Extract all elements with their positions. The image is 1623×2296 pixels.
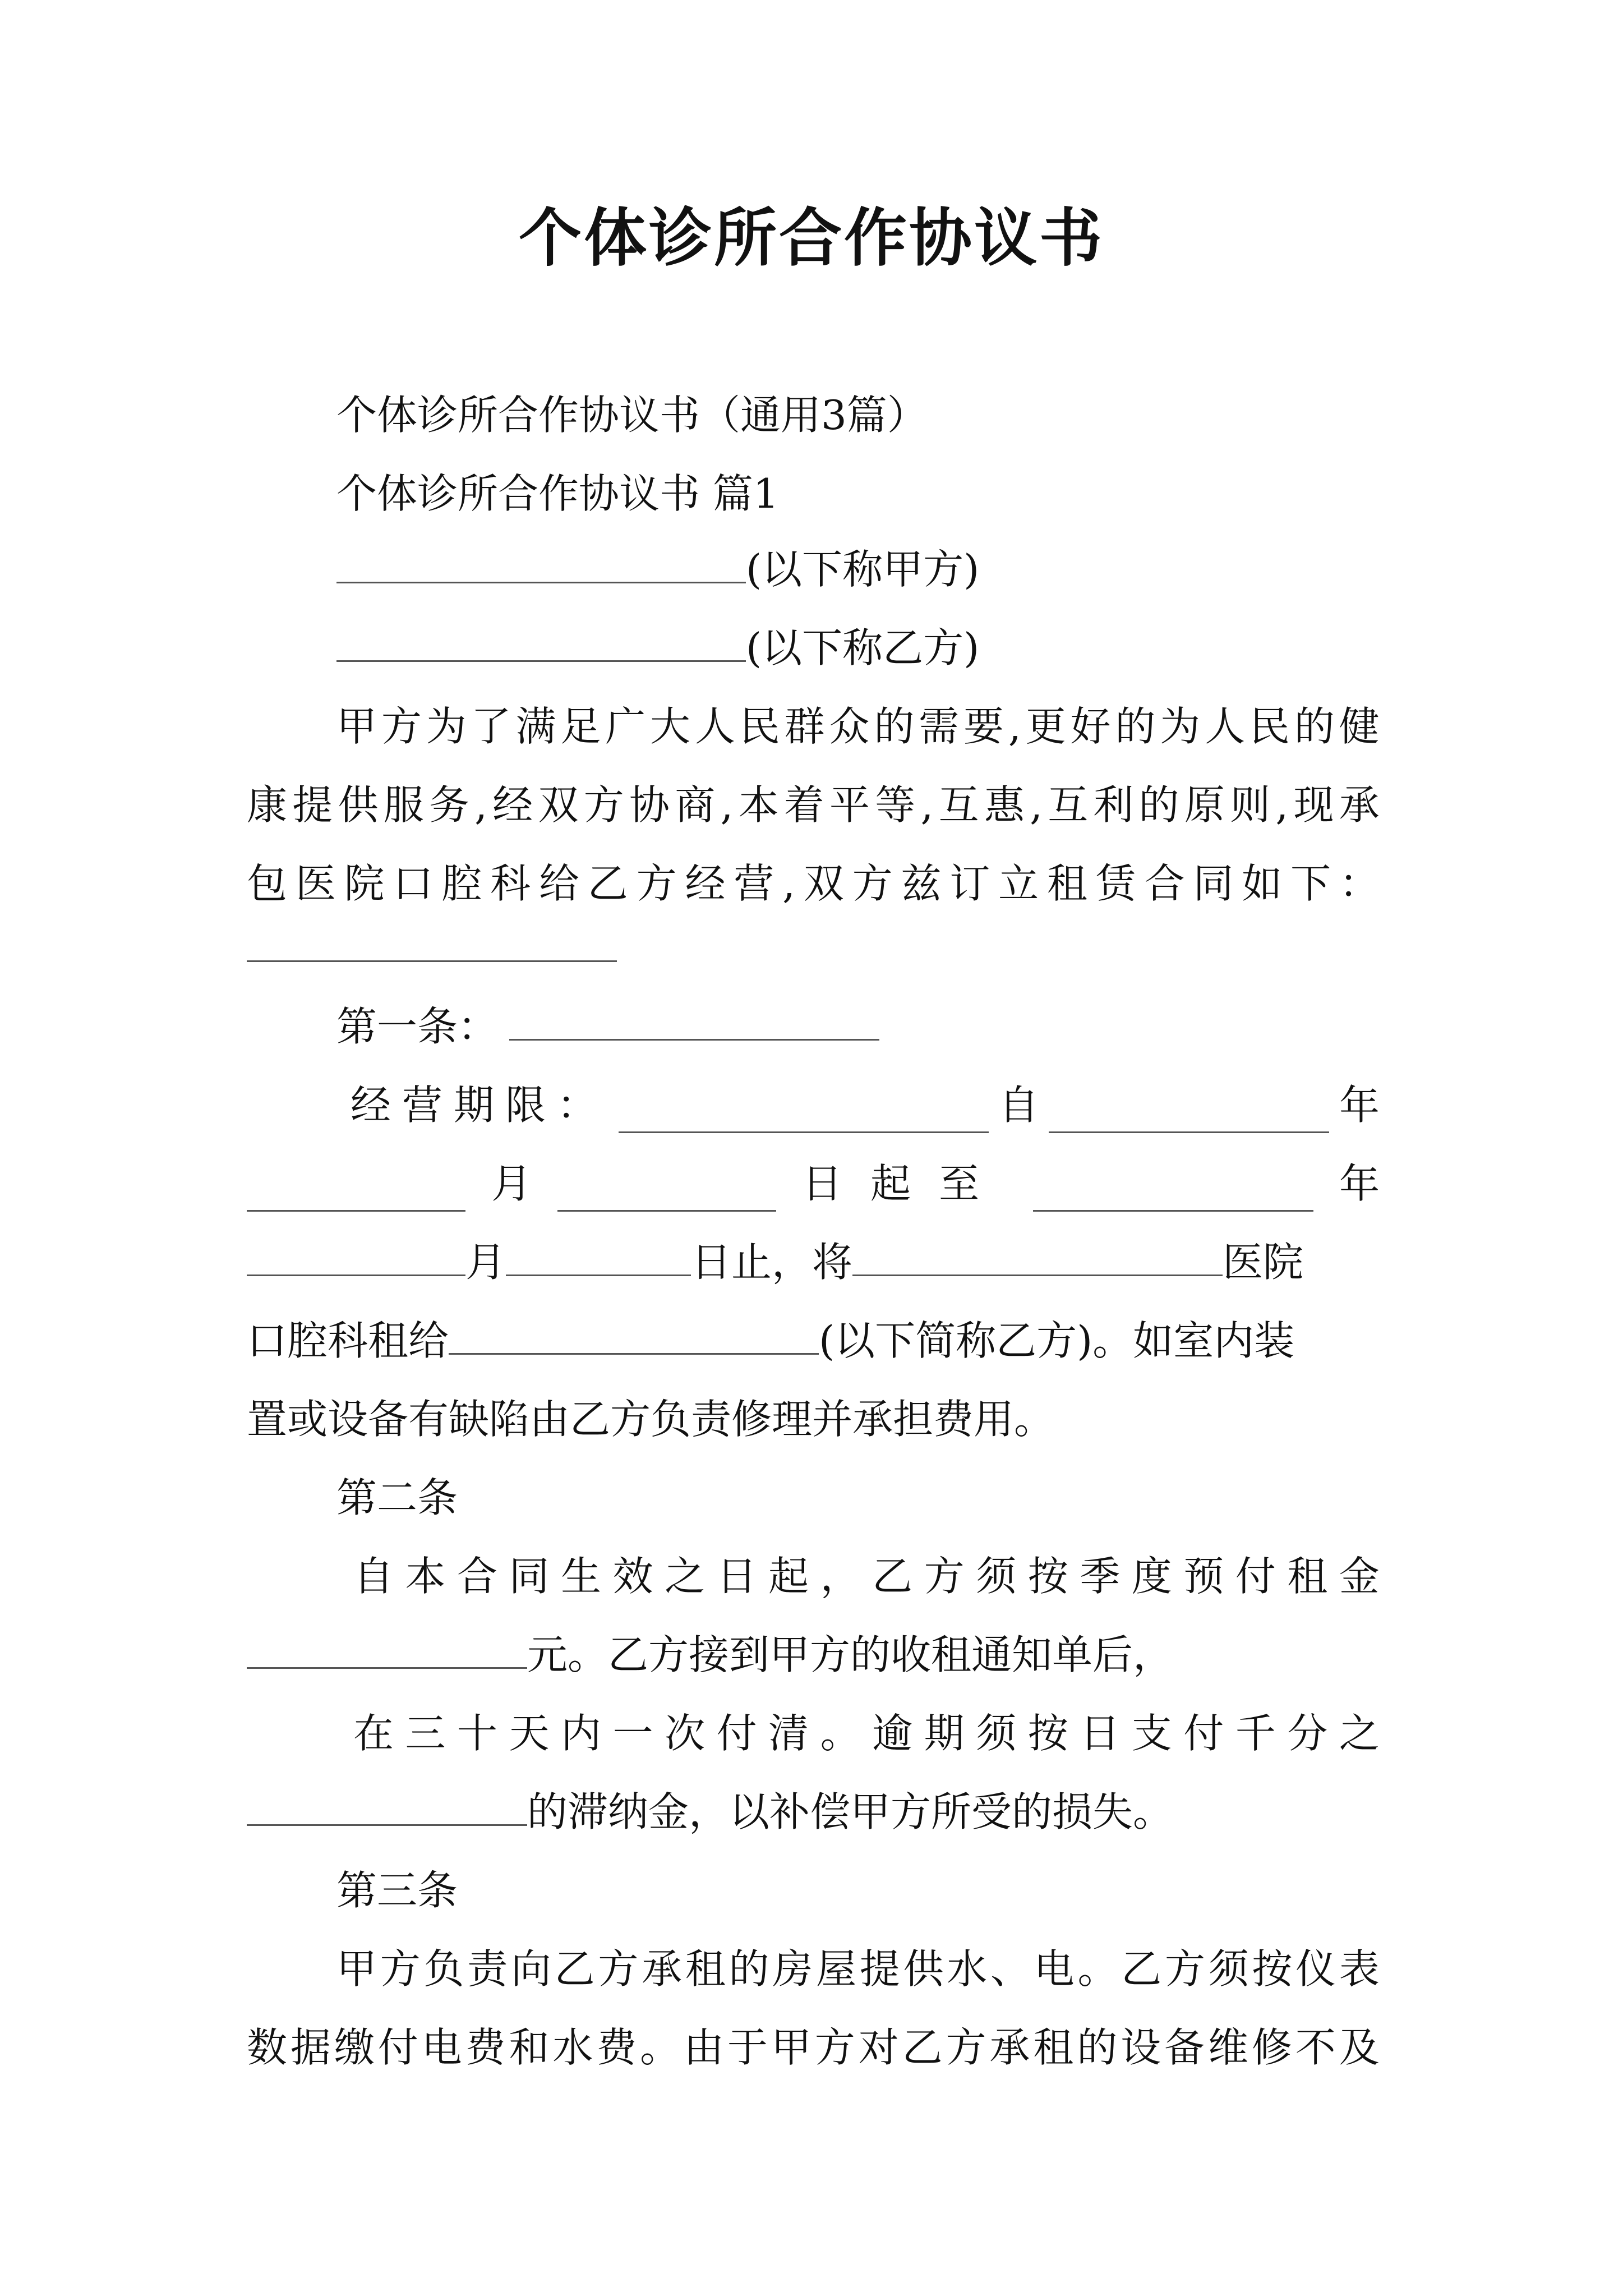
article-1-line: 置或设备有缺陷由乙方负责修理并承担费用。 xyxy=(247,1396,1055,1443)
text-yue: 月 xyxy=(465,1239,506,1286)
blank-field xyxy=(449,1313,819,1355)
text-kouqiang: 口腔科租给 xyxy=(247,1317,449,1364)
blank-field xyxy=(619,1091,989,1133)
intro-line: 甲 方 为 了 满 足 广 大 人 民 群 众 的 需 要 , 更 好 的 为 人 民 的 健 xyxy=(336,703,1380,750)
blank-field xyxy=(247,1784,527,1826)
intro-line: 包 医 院 口 腔 科 给 乙 方 经 营 , 双 方 兹 订 立 租 赁 合 同 如 下 ： xyxy=(247,860,1380,907)
article-1-label: 第一条： xyxy=(336,1003,499,1050)
blank-field xyxy=(247,1234,465,1276)
article-2-text: 的滞纳金，以补偿甲方所受的损失。 xyxy=(527,1788,1174,1835)
blank-field xyxy=(1049,1091,1329,1133)
blank-field xyxy=(247,920,617,962)
text-yue: 月 xyxy=(491,1160,532,1207)
article-2-line xyxy=(247,1627,1380,1683)
party-a-label: (以下称甲方) xyxy=(746,546,980,593)
article-2-line xyxy=(247,1784,1380,1840)
blank-field xyxy=(852,1234,1223,1276)
article-1-heading xyxy=(336,999,1380,1055)
blank-field xyxy=(247,1170,465,1212)
article-2-heading: 第二条 xyxy=(336,1474,458,1521)
article-1-line xyxy=(247,1313,1380,1369)
text-zi: 自 xyxy=(998,1082,1039,1129)
article-2-line: 自 本 合 同 生 效 之 日 起 ， 乙 方 须 按 季 度 预 付 租 金 xyxy=(353,1553,1380,1600)
text-nian: 年 xyxy=(1339,1082,1380,1129)
blank-field xyxy=(509,999,879,1041)
text-ri-zhi-jiang: 日止，将 xyxy=(691,1239,853,1286)
document-subtitle: 个体诊所合作协议书（通用3篇） xyxy=(336,392,928,439)
article-1-line xyxy=(247,1156,1380,1212)
article-3-line: 数 据 缴 付 电 费 和 水 费 。 由 于 甲 方 对 乙 方 承 租 的 设 备 维 修 不 及 xyxy=(247,2024,1380,2071)
party-b-label: (以下称乙方) xyxy=(746,624,980,671)
blank-field xyxy=(1033,1170,1313,1212)
text-nian: 年 xyxy=(1339,1160,1380,1207)
article-2-line: 在 三 十 天 内 一 次 付 清 。 逾 期 须 按 日 支 付 千 分 之 xyxy=(353,1710,1380,1757)
article-2-text: 元。乙方接到甲方的收租通知单后， xyxy=(527,1631,1174,1678)
text-tail: (以下简称乙方)。如室内装 xyxy=(819,1317,1295,1364)
party-b-line xyxy=(336,620,1380,676)
intro-line: 康 提 供 服 务 , 经 双 方 协 商 , 本 着 平 等 , 互 惠 , 互 利 的 原 则 , 现 承 xyxy=(247,781,1380,829)
text-ri-qi-zhi: 日起至 xyxy=(801,1160,1007,1207)
blank-field xyxy=(247,1627,527,1669)
article-1-line xyxy=(351,1077,1380,1133)
article-1-line xyxy=(247,1234,1380,1290)
blank-rule-line xyxy=(247,920,1380,976)
blank-field xyxy=(336,620,746,662)
blank-field xyxy=(336,541,746,583)
article-3-line: 甲 方 负 责 向 乙 方 承 租 的 房 屋 提 供 水 、 电 。 乙 方 须 按 仪 表 xyxy=(336,1945,1380,1993)
term-label: 经营期限： xyxy=(351,1082,609,1129)
party-a-line xyxy=(336,541,1380,597)
section-heading: 个体诊所合作协议书 篇1 xyxy=(336,470,779,517)
document-title: 个体诊所合作协议书 xyxy=(519,201,1104,275)
text-yiyuan: 医院 xyxy=(1223,1239,1304,1286)
blank-field xyxy=(506,1234,691,1276)
blank-field xyxy=(557,1170,776,1212)
article-3-heading: 第三条 xyxy=(336,1867,458,1914)
